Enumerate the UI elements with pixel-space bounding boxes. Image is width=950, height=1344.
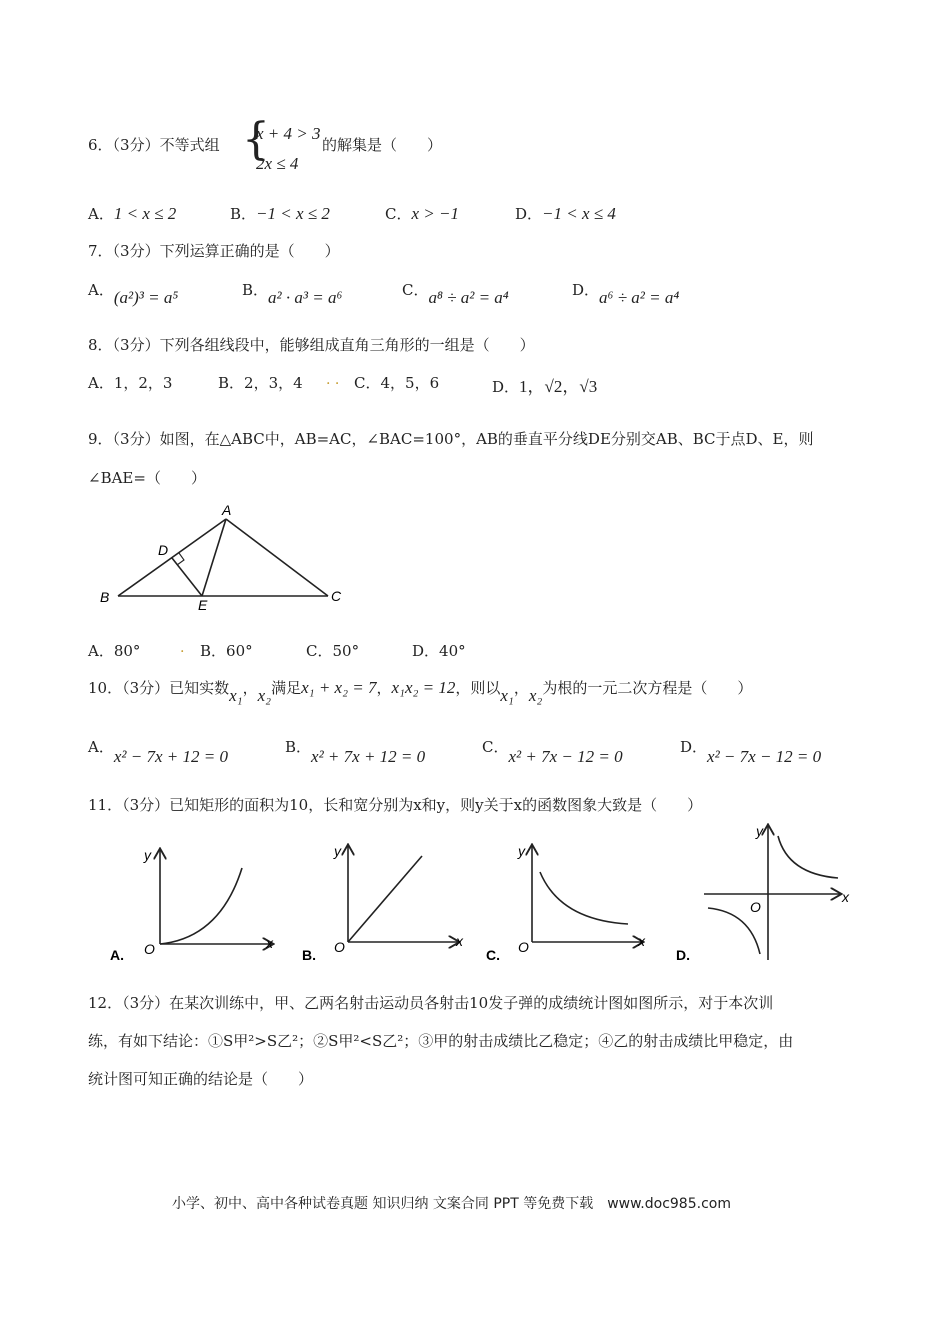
q7-option-b: B．a² · a³ = a⁶: [242, 281, 343, 307]
graph-c: [532, 846, 642, 942]
svg-text:O: O: [334, 939, 345, 955]
brace-icon: {: [242, 114, 270, 165]
svg-text:x: x: [456, 933, 463, 949]
q6-option-c: C．x > −1: [385, 204, 459, 223]
q7-stem: 7．（3分）下列运算正确的是（ ）: [88, 242, 340, 260]
q11-graphs-figure: [100, 820, 860, 970]
q8-stem: 8．（3分）下列各组线段中，能够组成直角三角形的一组是（ ）: [88, 336, 535, 354]
q9-option-d: D．40°: [412, 642, 466, 660]
svg-text:y: y: [334, 843, 341, 859]
label-c: C: [331, 588, 342, 604]
decorative-dots: . .: [326, 372, 340, 388]
q8-option-b: B．2，3，4: [218, 374, 303, 392]
q6-option-d: D．−1 < x ≤ 4: [515, 204, 616, 223]
q6-inequality-2: 2x ≤ 4: [256, 154, 299, 173]
q6-inequality-1: x + 4 > 3: [256, 124, 321, 143]
q9-triangle-figure: [96, 498, 356, 613]
svg-text:O: O: [750, 899, 761, 915]
q8-option-c: C．4，5，6: [354, 374, 440, 392]
svg-text:y: y: [144, 847, 151, 863]
graph-b: [348, 846, 458, 942]
q6-prefix: 6．（3分）不等式组: [88, 136, 220, 154]
q8-option-d: D．1，√2，√3: [492, 377, 598, 396]
svg-text:D.: D.: [676, 947, 690, 963]
q10-option-c: C．x² + 7x − 12 = 0: [482, 738, 623, 766]
graph-a: [160, 850, 272, 944]
q9-option-b: B．60°: [200, 642, 253, 660]
svg-text:C.: C.: [486, 947, 500, 963]
q6-option-b: B．−1 < x ≤ 2: [230, 204, 330, 223]
q7-option-c: C．a⁸ ÷ a² = a⁴: [402, 281, 509, 307]
q8-option-a: A．1，2，3: [88, 374, 173, 392]
svg-text:x: x: [842, 889, 849, 905]
q10-stem: 10．（3分）已知实数x₁，x₂满足x₁ + x₂ = 7，x₁x₂ = 12，则以x₁，x₂为根的一元二次方程是（ ）: [88, 678, 753, 705]
decorative-dot: .: [180, 640, 185, 656]
q12-line2: 练，有如下结论：①S甲²>S乙²；②S甲²<S乙²；③甲的射击成绩比乙稳定；④乙的射击成绩比甲稳定，由: [88, 1032, 794, 1050]
svg-text:O: O: [144, 941, 155, 957]
svg-text:B.: B.: [302, 947, 316, 963]
q12-line3: 统计图可知正确的结论是（ ）: [88, 1070, 314, 1088]
svg-text:y: y: [756, 823, 763, 839]
q9-stem-line2: ∠BAE=（ ）: [88, 469, 206, 487]
q10-option-b: B．x² + 7x + 12 = 0: [285, 738, 426, 766]
svg-text:x: x: [638, 933, 645, 949]
q10-option-d: D．x² − 7x − 12 = 0: [680, 738, 822, 766]
q6-suffix: 的解集是（ ）: [322, 136, 443, 154]
q12-line1: 12．（3分）在某次训练中，甲、乙两名射击运动员各射击10发子弹的成绩统计图如图所示，对于本次训: [88, 994, 774, 1012]
svg-text:x: x: [266, 935, 273, 951]
svg-text:O: O: [518, 939, 529, 955]
q6-option-a: A．1 < x ≤ 2: [88, 204, 177, 223]
label-b: B: [100, 589, 110, 605]
q11-stem: 11．（3分）已知矩形的面积为10，长和宽分别为x和y，则y关于x的函数图象大致是（ ）: [88, 796, 703, 814]
label-e: E: [198, 597, 208, 613]
svg-text:A.: A.: [110, 947, 124, 963]
svg-text:y: y: [518, 843, 525, 859]
graph-d: [704, 826, 840, 960]
q10-option-a: A．x² − 7x + 12 = 0: [88, 738, 228, 766]
q7-option-a: A．(a²)³ = a⁵: [88, 281, 179, 307]
q9-option-a: A．80°: [88, 642, 141, 660]
q7-option-d: D．a⁶ ÷ a² = a⁴: [572, 281, 680, 307]
label-a: A: [222, 502, 232, 518]
page-footer: 小学、初中、高中各种试卷真题 知识归纳 文案合同 PPT 等免费下载 www.doc985.com: [172, 1196, 731, 1212]
q9-stem-line1: 9．（3分）如图，在△ABC中，AB=AC，∠BAC=100°，AB的垂直平分线DE分别交AB、BC于点D、E，则: [88, 430, 814, 448]
q9-option-c: C．50°: [306, 642, 360, 660]
label-d: D: [158, 542, 169, 558]
